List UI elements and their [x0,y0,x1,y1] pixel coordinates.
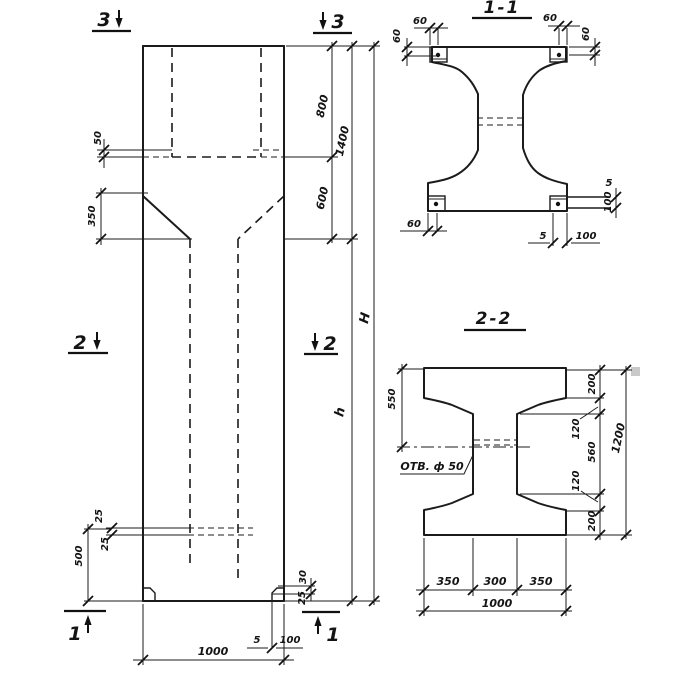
section-1-1-dimensions [392,13,621,248]
hole-callout [400,455,473,474]
dim-25a: 25 [94,509,105,523]
dim-strip-5: 5 [605,178,613,189]
dim-H: H [357,311,374,325]
dim-foot-30: 30 [298,570,309,584]
dim-base-100: 100 [279,635,301,646]
dim-600: 600 [313,185,332,211]
dim-b100: 100 [575,231,597,242]
marker-3-right: 3 [331,11,345,33]
dim-h: h [332,406,349,419]
dim-60-bl: 60 [407,219,421,230]
column-outline [106,46,284,601]
embedded-plates [428,47,610,211]
hole-label: ОТВ. ф 50 [400,460,464,473]
marker-2-right: 2 [323,333,337,355]
dim-350-r: 350 [529,575,553,588]
dim-foot-25: 25 [297,591,308,605]
section-2-2-view [387,309,640,616]
dim-350-l: 350 [436,575,460,588]
left-foot [143,588,155,601]
marker-1-left: 1 [68,623,82,645]
dim-1400: 1400 [332,124,353,158]
dim-b5: 5 [539,231,547,242]
marker-3-left: 3 [97,9,111,31]
dim-60-tl-h: 60 [413,16,427,27]
section-1-1-title: 1-1 [483,0,521,18]
dim-60-tr-h: 60 [543,13,557,24]
section-2-2-outline [424,368,566,535]
dim-25b: 25 [100,537,111,551]
dim-200-top: 200 [587,373,598,395]
dim-560: 560 [587,441,598,463]
dim-800: 800 [313,93,332,119]
section-2-2-title: 2-2 [475,309,513,329]
section-1-1-view [392,0,621,248]
hole-hidden-lines [477,118,524,125]
dim-120-top: 120 [571,418,582,440]
dim-500: 500 [74,545,85,567]
section-1-1-outline [428,47,567,211]
dim-1200: 1200 [608,421,629,455]
dim-200-bot: 200 [587,510,598,532]
dim-550: 550 [387,388,398,410]
dim-base-1000: 1000 [197,645,229,658]
section-2-2-dimensions [387,364,632,616]
dim-120-bot: 120 [571,470,582,492]
dim-60-tr-v: 60 [581,27,592,41]
dim-350: 350 [87,205,98,227]
elevation-view [64,9,380,665]
dim-60-tl-v: 60 [392,29,403,43]
dim-strip-100: 100 [603,191,614,213]
marker-2-left: 2 [73,332,87,354]
hole-hidden-lines-2 [474,440,516,445]
dim-base-5: 5 [253,635,261,646]
dim-1000: 1000 [481,597,513,610]
dim-300: 300 [483,575,507,588]
dim-50: 50 [93,131,104,145]
scan-artifact [631,367,640,376]
marker-1-right: 1 [326,624,340,646]
